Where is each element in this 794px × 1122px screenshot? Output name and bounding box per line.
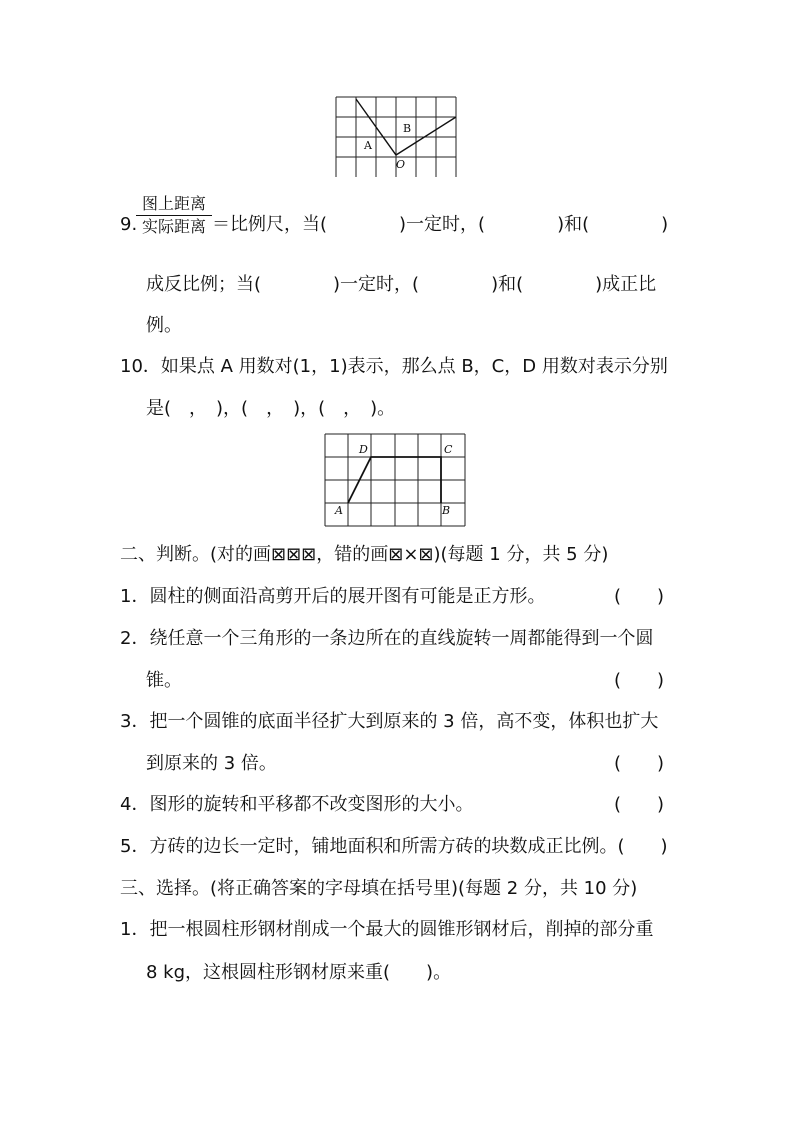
judge-item-4: 4．图形的旋转和平移都不改变图形的大小。 [120,794,474,815]
judge-item-2: 2．绕任意一个三角形的一条边所在的直线旋转一周都能得到一个圆 [120,628,654,649]
q9-line3: 例。 [146,315,182,336]
judge-item-3-paren[interactable]: ( ) [614,753,665,774]
judge-item-4-paren[interactable]: ( ) [614,794,665,815]
q9-fraction [136,196,212,235]
figure2-label-a: A [335,504,343,517]
q10-line1: 10．如果点 A 用数对(1，1)表示，那么点 B，C，D 用数对表示分别 [120,356,668,377]
judge-item-2-paren[interactable]: ( ) [614,670,665,691]
choice-item-1-line2: 8 kg，这根圆柱形钢材原来重( )。 [146,962,452,983]
section3-heading: 三、选择。(将正确答案的字母填在括号里)(每题 2 分，共 10 分) [120,878,638,899]
choice-item-1: 1．把一根圆柱形钢材削成一个最大的圆锥形钢材后，削掉的部分重 [120,919,654,940]
q9-fraction-numerator: 图上距离 [141,194,206,213]
judge-item-5: 5．方砖的边长一定时，铺地面积和所需方砖的块数成正比例。( ) [120,836,668,857]
figure1-label-o: O [396,158,406,171]
q9-number: 9. [120,214,138,235]
judge-item-1-paren[interactable]: ( ) [614,586,665,607]
figure1-label-b: B [403,122,412,135]
q9-line2: 成反比例；当( )一定时，( )和( )成正比 [146,274,657,295]
judge-item-1: 1．圆柱的侧面沿高剪开后的展开图有可能是正方形。 [120,586,546,607]
figure2-label-c: C [444,443,453,456]
q9-line1: ＝比例尺，当( )一定时，( )和( ) [212,214,669,235]
judge-item-2-line2: 锥。 [146,670,182,691]
judge-item-3: 3．把一个圆锥的底面半径扩大到原来的 3 倍，高不变，体积也扩大 [120,711,659,732]
figure1-label-a: A [364,139,372,152]
section2-heading: 二、判断。(对的画⊠⊠⊠，错的画⊠×⊠)(每题 1 分，共 5 分) [120,544,609,565]
q9-fraction-bar [136,215,212,216]
judge-item-3-line2: 到原来的 3 倍。 [146,753,277,774]
figure2-label-b: B [442,504,451,517]
q10-line2: 是( ， )，( ， )，( ， )。 [146,398,396,419]
q9-fraction-denominator: 实际距离 [141,217,206,236]
figure2-label-d: D [359,443,368,456]
